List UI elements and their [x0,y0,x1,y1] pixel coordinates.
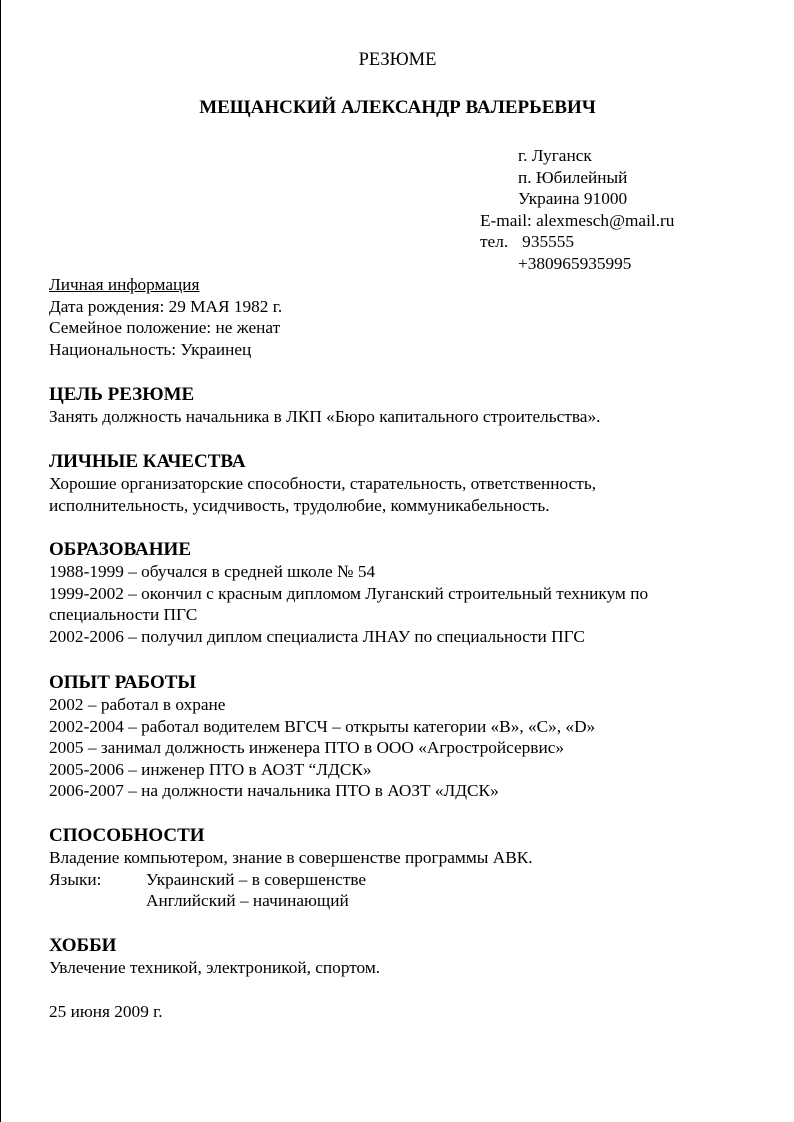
language-item: Украинский – в совершенстве [146,869,367,889]
hobby-section [49,935,380,979]
hobby-text: Увлечение техникой, электроникой, спортом. [49,958,381,977]
qualities-line: исполнительность, усидчивость, трудолюбие, коммуникабельность. [49,495,550,515]
education-item: специальности ПГС [49,605,198,625]
contact-district: п. Юбилейный [518,167,628,187]
contact-block [480,145,674,275]
education-item: 1988-1999 – обучался в средней школе № 54 [49,562,376,581]
skills-heading: СПОСОБНОСТИ [49,825,205,846]
education-item: 1999-2002 – окончил с красным дипломом Луганский строительный техникум по [49,583,649,603]
contact-phone-row [480,231,674,253]
contact-city: г. Луганск [518,146,592,165]
experience-item: 2002-2004 – работал водителем ВГСЧ – открыты категории «В», «С», «D» [49,716,596,736]
languages-row [49,869,533,891]
document-date: 25 июня 2009 г. [49,1002,163,1021]
experience-item: 2005 – занимал должность инженера ПТО в ООО «Агростройсервис» [49,738,565,758]
goal-heading: ЦЕЛЬ РЕЗЮМЕ [49,384,195,405]
document-title: РЕЗЮМЕ [358,50,437,70]
goal-text: Занять должность начальника в ЛКП «Бюро капитального строительства». [49,407,601,426]
experience-item: 2006-2007 – на должности начальника ПТО в АОЗТ «ЛДСК» [49,781,499,801]
education-section [49,539,648,647]
marital-status: Семейное положение: не женат [49,318,281,338]
nationality: Национальность: Украинец [49,339,252,359]
experience-item: 2005-2006 – инженер ПТО в АОЗТ “ЛДСК» [49,759,372,779]
phone-label: тел. [480,232,509,252]
computer-skills: Владение компьютером, знание в совершенстве программы АВК. [49,848,533,867]
education-heading: ОБРАЗОВАНИЕ [49,539,191,560]
skills-section [49,825,533,912]
personal-info-heading: Личная информация [49,275,200,294]
phone-number-1: 935555 [522,232,575,252]
hobby-heading: ХОББИ [49,935,117,956]
contact-email: E-mail: alexmesch@mail.ru [480,210,675,230]
personal-info-section [49,274,282,360]
languages-label: Языки: [49,869,102,889]
qualities-section [49,451,596,516]
phone-number-2: +380965935995 [518,253,632,273]
birth-date: Дата рождения: 29 МАЯ 1982 г. [49,296,283,316]
qualities-heading: ЛИЧНЫЕ КАЧЕСТВА [49,451,246,472]
education-item: 2002-2006 – получил диплом специалиста ЛНАУ по специальности ПГС [49,626,585,646]
experience-heading: ОПЫТ РАБОТЫ [49,672,197,693]
goal-section [49,384,600,428]
language-item: Английский – начинающий [146,891,349,911]
qualities-line: Хорошие организаторские способности, старательность, ответственность, [49,474,597,493]
contact-country-zip: Украина 91000 [518,189,628,209]
experience-item: 2002 – работал в охране [49,695,226,714]
candidate-name: МЕЩАНСКИЙ АЛЕКСАНДР ВАЛЕРЬЕВИЧ [199,97,596,118]
experience-section [49,672,595,802]
